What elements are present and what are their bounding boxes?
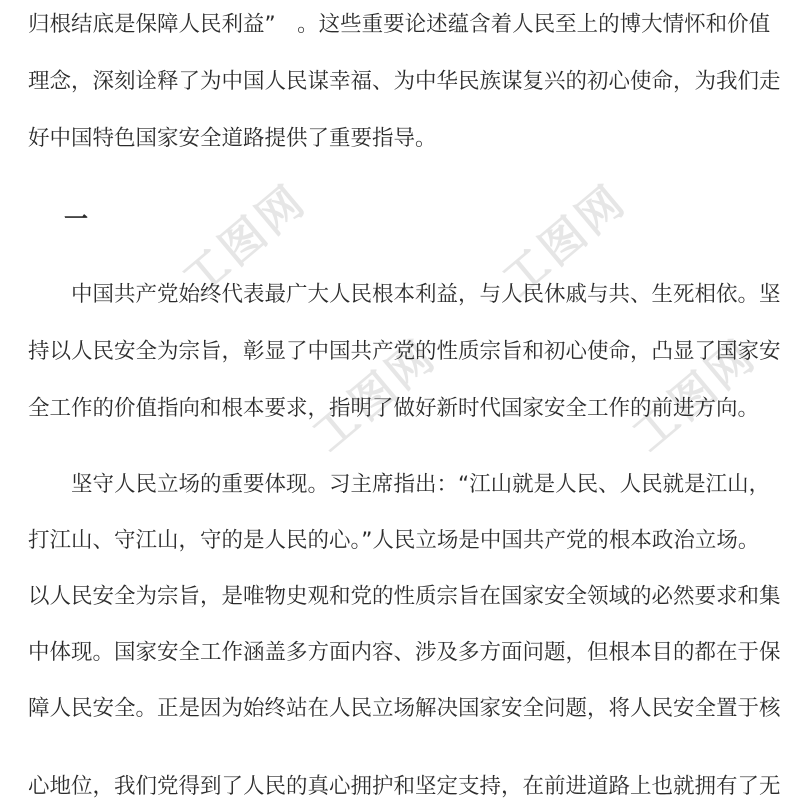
watermark: 工图网: [173, 174, 317, 307]
paragraph-line: 全工作的价值指向和根本要求，指明了做好新时代国家安全工作的前进方向。: [28, 396, 760, 421]
paragraph-line: 心地位，我们党得到了人民的真心拥护和坚定支持，在前进道路上也就拥有了无: [28, 774, 781, 799]
watermark: 工图网: [493, 174, 637, 307]
watermark: 工图网: [623, 329, 767, 462]
paragraph-line: 障人民安全。正是因为始终站在人民立场解决国家安全问题，将人民安全置于核: [28, 696, 781, 721]
section-number: 一: [64, 205, 88, 233]
paragraph-line: 持以人民安全为宗旨，彰显了中国共产党的性质宗旨和初心使命，凸显了国家安: [28, 339, 781, 364]
paragraph-line: 中国共产党始终代表最广大人民根本利益，与人民休戚与共、生死相依。坚: [28, 282, 781, 307]
paragraph-line: 归根结底是保障人民利益” 。这些重要论述蕴含着人民至上的博大情怀和价值: [28, 12, 771, 37]
watermark: 工图网: [303, 329, 447, 462]
paragraph-line: 打江山、守江山，守的是人民的心。”人民立场是中国共产党的根本政治立场。: [28, 528, 760, 553]
paragraph-line: 坚守人民立场的重要体现。习主席指出：“江山就是人民、人民就是江山，: [28, 472, 771, 497]
paragraph-line: 好中国特色国家安全道路提供了重要指导。: [28, 126, 437, 151]
paragraph-line: 以人民安全为宗旨，是唯物史观和党的性质宗旨在国家安全领域的必然要求和集: [28, 584, 781, 609]
paragraph-line: 理念，深刻诠释了为中国人民谋幸福、为中华民族谋复兴的初心使命，为我们走: [28, 69, 781, 94]
paragraph-line: 中体现。国家安全工作涵盖多方面内容、涉及多方面问题，但根本目的都在于保: [28, 640, 781, 665]
